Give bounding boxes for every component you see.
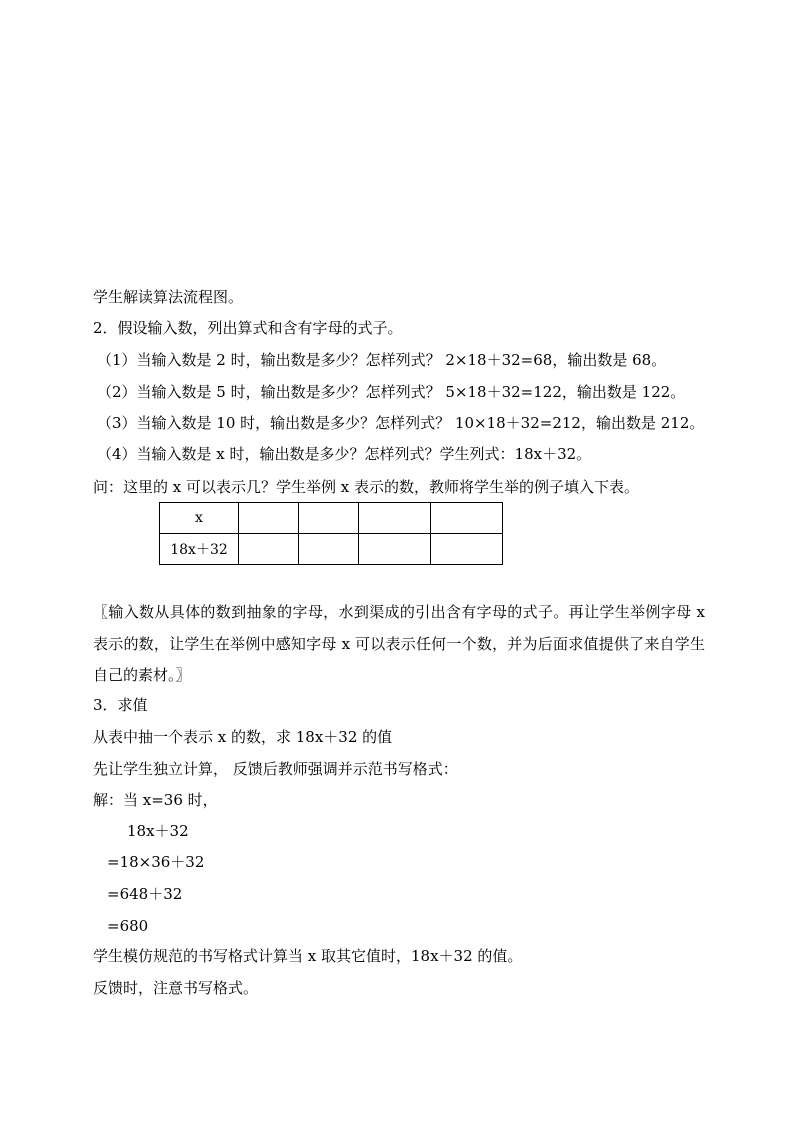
teaching-comment-paragraph: 〖输入数从具体的数到抽象的字母，水到渠成的引出含有字母的式子。再让学生举例字母 x 表示的数，让学生在举例中感知字母 x 可以表示任何一个数，并为后面求值提供了来自学生自己的素材。〗: [93, 603, 705, 684]
text-line-imitate-format: 学生模仿规范的书写格式计算当 x 取其它值时，18x＋32 的值。: [93, 947, 523, 965]
table-cell: [431, 534, 503, 565]
table-cell: [359, 534, 431, 565]
section-heading-assume-input: 2．假设输入数，列出算式和含有字母的式子。: [93, 319, 403, 337]
step-4-input-x: （4）当输入数是 x 时，输出数是多少？怎样列式？学生列式：18x＋32。: [97, 445, 592, 463]
table-cell: [431, 503, 503, 534]
table-header-x: x: [160, 503, 239, 534]
solution-step-substitute: =18×36＋32: [107, 853, 205, 871]
solution-intro: 解：当 x=36 时，: [93, 791, 218, 809]
step-3-input-10: （3）当输入数是 10 时，输出数是多少？怎样列式？ 10×18＋32=212，输出数是 212。: [97, 414, 705, 432]
text-line-feedback-format: 反馈时，注意书写格式。: [93, 979, 259, 997]
table-cell: [299, 534, 359, 565]
question-what-x-represents: 问：这里的 x 可以表示几？学生举例 x 表示的数，教师将学生举的例子填入下表。: [93, 478, 639, 496]
solution-step-multiply: =648＋32: [107, 885, 183, 903]
table-cell: [239, 534, 299, 565]
step-1-input-2: （1）当输入数是 2 时，输出数是多少？怎样列式？ 2×18＋32=68，输出数是 68。: [97, 351, 667, 369]
step-2-input-5: （2）当输入数是 5 时，输出数是多少？怎样列式？ 5×18＋32=122，输出数是 122。: [97, 383, 686, 401]
solution-step-result: =680: [107, 917, 149, 935]
table-row: [160, 534, 503, 565]
text-line-independent-calc: 先让学生独立计算， 反馈后教师强调并示范书写格式：: [93, 760, 458, 778]
table-cell: [239, 503, 299, 534]
text-line-student-interpret-flowchart: 学生解读算法流程图。: [93, 288, 244, 306]
solution-expression: 18x＋32: [127, 822, 189, 840]
text-line-pick-x-from-table: 从表中抽一个表示 x 的数，求 18x＋32 的值: [93, 728, 393, 746]
table-header-expression: 18x＋32: [160, 534, 239, 565]
x-value-table: [159, 502, 503, 565]
table-cell: [359, 503, 431, 534]
table-cell: [299, 503, 359, 534]
section-heading-evaluate: 3．求值: [93, 696, 148, 714]
table-row: [160, 503, 503, 534]
